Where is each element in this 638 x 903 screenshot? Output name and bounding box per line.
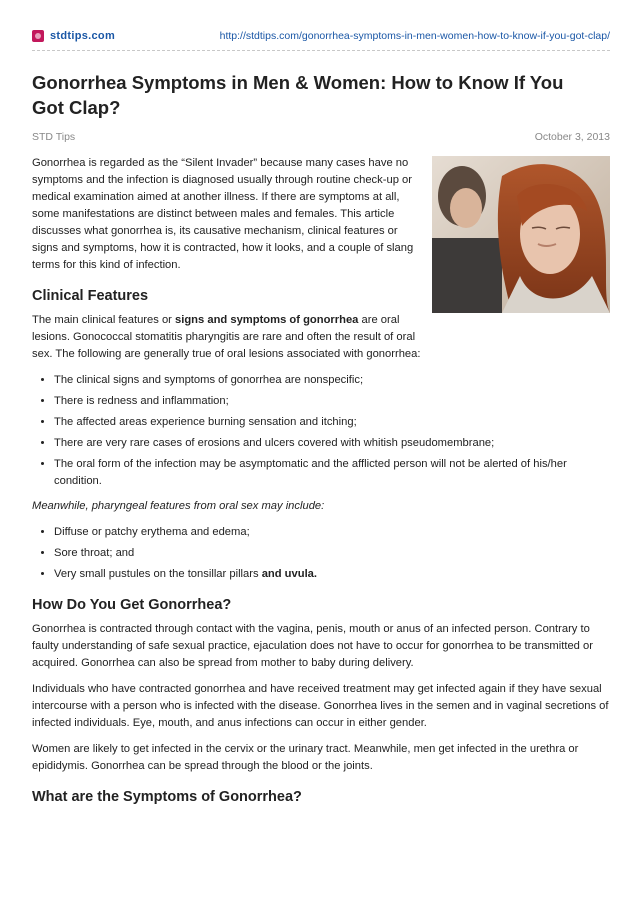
site-name: stdtips.com <box>50 30 116 42</box>
list-item: • The oral form of the infection may be asymptomatic and the afflicted person will not be alerted of his/her condition. <box>54 456 610 490</box>
uvula-bold-text: and uvula. <box>261 568 318 580</box>
site-logo[interactable] <box>32 30 115 42</box>
stdtips-logo-icon <box>32 30 44 42</box>
page-header <box>32 30 610 44</box>
get-paragraph-1: Gonorrhea is contracted through contact with the vagina, penis, mouth or anus of an infected person. Contrary to faulty understanding of safe sexual practice, ejaculation does not have to occur for gonorrhea to be transmitted or acquired. Gonorrhea can also be spread from mother to baby during delivery. <box>32 623 593 669</box>
list-item: • The affected areas experience burning sensation and itching; <box>54 414 610 431</box>
intro-paragraph: Gonorrhea is regarded as the “Silent Invader” because many cases have no symptoms and the infection is diagnosed usually through routine check-up or medical examination aimed at another illness. If there are symptoms at all, some manifestations are distinct between males and females. This article discusses what gonorrhea is, its causative mechanism, clinical features or signs and symptoms, how it is contracted, how it looks, and a couple of slang terms for this kind of infection. <box>32 157 414 271</box>
list-item: • Sore throat; and <box>54 545 610 562</box>
page-url-link[interactable]: http://stdtips.com/gonorrhea-symptoms-in-men-women-how-to-know-if-you-got-clap/ <box>219 30 610 42</box>
list-item: • There is redness and inflammation; <box>54 393 610 410</box>
article-date: October 3, 2013 <box>534 131 610 143</box>
list-item-text: Very small pustules on the tonsillar pillars <box>54 568 262 580</box>
list-item: • Diffuse or patchy erythema and edema; <box>54 524 610 541</box>
clinical-features-heading: Clinical Features <box>32 288 149 304</box>
get-paragraph-2: Individuals who have contracted gonorrhea and have received treatment may get infected again if they have sexual intercourse with a person who is infected with the disease. Gonorrhea lives in the semen and in vaginal secretions of infected individuals. Eye, mouth, and anus infections can occur in either gender. <box>32 683 609 729</box>
get-paragraph-3: Women are likely to get infected in the cervix or the urinary tract. Meanwhile, men get infected in the urethra or epididymis. Gonorrhea can be spread through the blood or the joints. <box>32 743 579 772</box>
clinical-text-end: are oral lesions. Gonococcal stomatitis pharyngitis are rare and often the result of oral sex. The following are generally true of oral lesions associated with gonorrhea: <box>32 314 421 360</box>
symptoms-heading: What are the Symptoms of Gonorrhea? <box>32 789 302 805</box>
article-author: STD Tips <box>32 131 76 143</box>
article-title: Gonorrhea Symptoms in Men & Women: How to Know If You Got Clap? <box>32 72 564 118</box>
list-item <box>54 566 610 583</box>
article-meta <box>32 131 610 143</box>
how-get-heading: How Do You Get Gonorrhea? <box>32 597 232 613</box>
list-item: • There are very rare cases of erosions and ulcers covered with whitish pseudomembrane; <box>54 435 610 452</box>
article-body <box>32 155 610 813</box>
pharyngeal-intro-text: Meanwhile, pharyngeal features from oral sex may include: <box>32 500 325 512</box>
pharyngeal-list <box>32 524 610 583</box>
clinical-paragraph <box>32 312 424 363</box>
list-item: • The clinical signs and symptoms of gonorrhea are nonspecific; <box>54 372 610 389</box>
signs-symptoms-link[interactable]: signs and symptoms of gonorrhea <box>175 314 359 326</box>
pharyngeal-intro <box>32 498 610 515</box>
clinical-text-start: The main clinical features or <box>32 314 176 326</box>
oral-lesions-list <box>32 372 610 490</box>
header-divider <box>32 50 610 51</box>
